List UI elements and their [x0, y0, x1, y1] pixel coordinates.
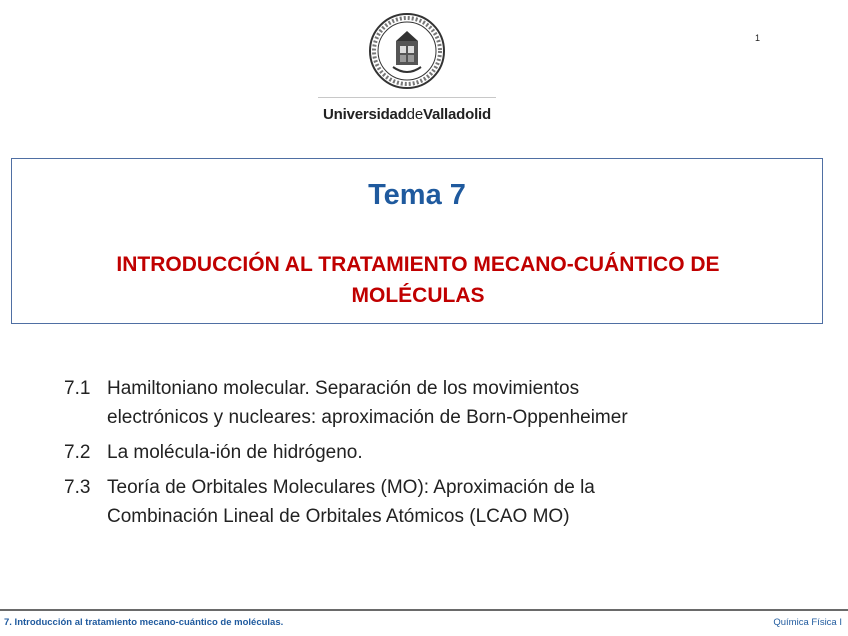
title-box — [11, 158, 823, 324]
item-text-line1: La molécula-ión de hidrógeno. — [107, 442, 363, 463]
item-text-line2: Combinación Lineal de Orbitales Atómicos (LCAO MO) — [107, 506, 570, 527]
subtitle-line-2: MOLÉCULAS — [351, 284, 485, 307]
list-item — [64, 473, 764, 531]
list-item — [64, 438, 764, 467]
footer-course-name: Química Física I — [773, 617, 842, 628]
university-seal-icon — [318, 10, 496, 92]
item-number: 7.3 — [64, 477, 91, 498]
item-text-line1: Teoría de Orbitales Moleculares (MO): Aproximación de la — [107, 477, 595, 498]
topic-title: Tema 7 — [368, 179, 466, 211]
item-number: 7.1 — [64, 378, 91, 399]
university-name — [300, 106, 514, 123]
footer-course-topic: 7. Introducción al tratamiento mecano-cuántico de moléculas. — [4, 617, 284, 628]
page-number: 1 — [755, 33, 761, 43]
university-name-part3: Valladolid — [422, 106, 491, 123]
topic-subtitle — [32, 249, 804, 311]
university-name-part1: Universidad — [323, 106, 407, 123]
footer-divider — [0, 609, 848, 611]
topic-list — [64, 374, 764, 537]
item-number: 7.2 — [64, 442, 91, 463]
university-name-part2: de — [406, 106, 423, 123]
item-text-line2: electrónicos y nucleares: aproximación de Born-Oppenheimer — [107, 407, 628, 428]
logo-divider — [318, 97, 496, 98]
item-text-line1: Hamiltoniano molecular. Separación de los movimientos — [107, 378, 580, 399]
list-item — [64, 374, 764, 432]
subtitle-line-1: INTRODUCCIÓN AL TRATAMIENTO MECANO-CUÁNTICO DE — [116, 253, 720, 276]
